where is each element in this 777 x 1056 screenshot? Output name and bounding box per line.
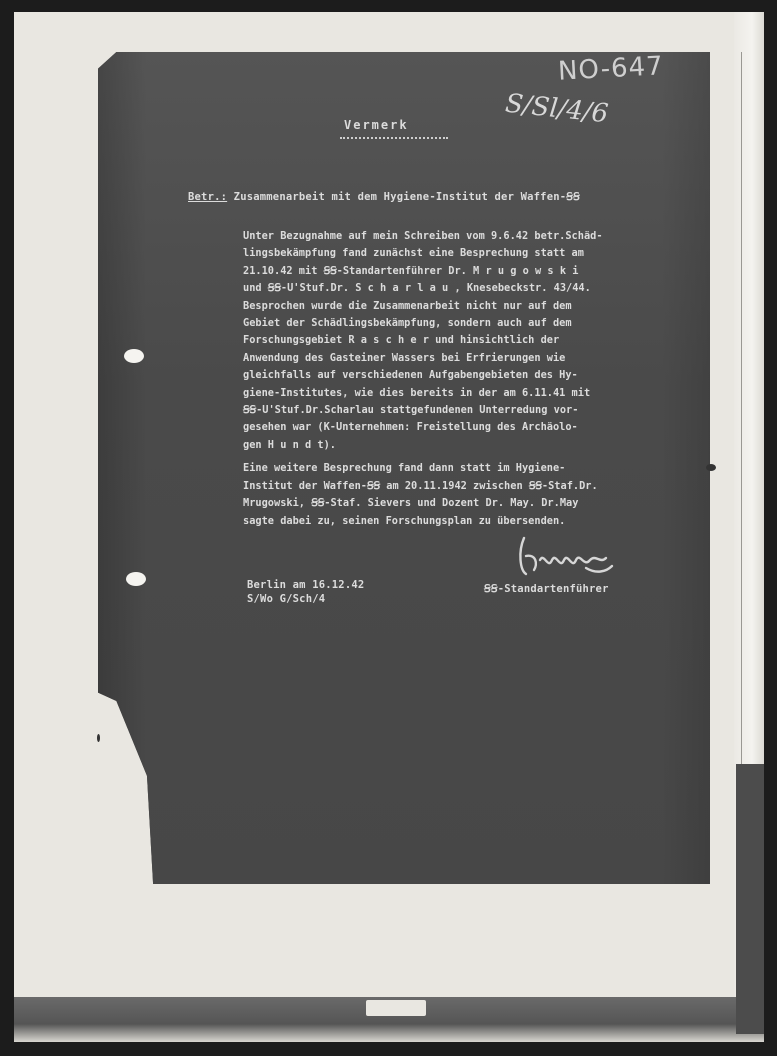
- punch-hole-upper: [124, 349, 144, 363]
- file-reference: S/Wo G/Sch/4: [247, 593, 326, 605]
- reference-line: [188, 191, 580, 203]
- speck: [97, 734, 100, 742]
- speck: [706, 464, 716, 471]
- handwritten-signature: [516, 530, 616, 580]
- body-paragraph: Unter Bezugnahme auf mein Schreiben vom 9.6.42 betr.Schäd- lingsbekämpfung fand zunächst eine Besprechung statt am 21.10.42 mit ꞨꞨ-Standartenführer Dr. M r u g o w s k i und ꞨꞨ-U'Stuf.Dr. S c h a r l a u , Knesebeckstr. 43/44. Besprochen wurde die Zusammenarbeit nicht nur auf dem Gebiet der Schädlingsbekämpfung, sondern auch auf dem Forschungsgebiet R a s c h e r und hinsichtlich der Anwendung des Gasteiner Wassers bei Erfrierungen wie gleichfalls auf verschiedenen Aufgabengebieten des Hy- giene-Institutes, wie dies bereits in der am 6.11.41 mit ꞨꞨ-U'Stuf.Dr.Scharlau stattgefundenen Unterredung vor- gesehen war (K-Unternehmen: Freistellung des Archäolo- gen H u n d t).: [243, 230, 603, 451]
- title-underline: [340, 137, 448, 139]
- paper-tab: [366, 1000, 426, 1016]
- reference-label: Betr.:: [188, 191, 228, 203]
- signer-title: ꞨꞨ-Standartenführer: [484, 583, 609, 595]
- document-number-stamp: NO-647: [557, 51, 665, 87]
- handwritten-file-note: S/Sl/4/6: [503, 88, 610, 130]
- reference-text: Zusammenarbeit mit dem Hygiene-Institut der Waffen-ꞨꞨ: [233, 191, 580, 203]
- memo-body: [243, 228, 673, 536]
- memo-title: Vermerk: [344, 118, 409, 132]
- place-and-date: [247, 578, 364, 606]
- right-shadow-band: [736, 764, 764, 1034]
- body-paragraph: Eine weitere Besprechung fand dann statt im Hygiene- Institut der Waffen-ꞨꞨ am 20.11.1942 zwischen ꞨꞨ-Staf.Dr. Mrugowski, ꞨꞨ-Staf. Sievers und Dozent Dr. May. Dr.May sagte dabei zu, seinen Forschungsplan zu übersenden.: [243, 462, 598, 527]
- punch-hole-lower: [126, 572, 146, 586]
- place-date: Berlin am 16.12.42: [247, 579, 365, 591]
- vertical-rule: [741, 52, 742, 772]
